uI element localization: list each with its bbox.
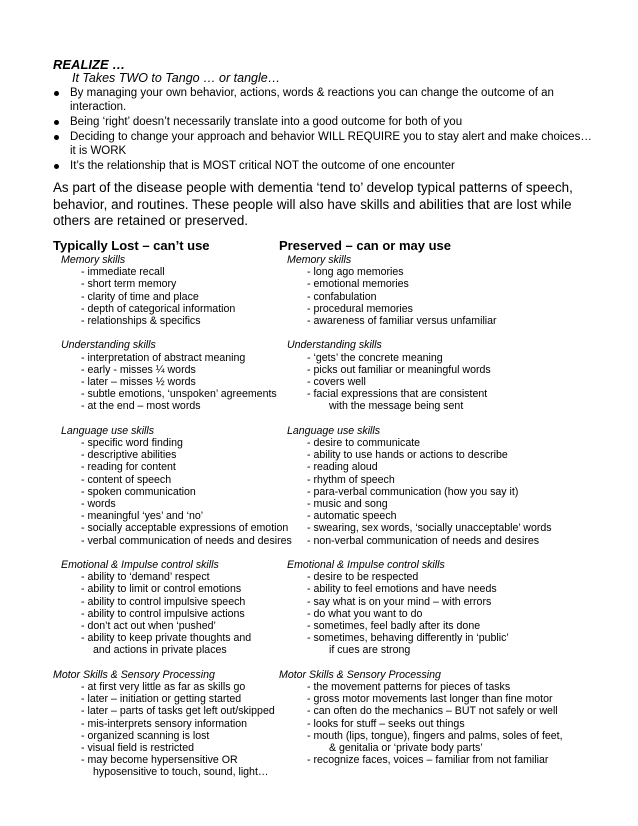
lost-memory-section [53, 254, 298, 327]
list-item: - gross motor movements last longer than fine motor [307, 693, 553, 706]
list-item: - reading for content [81, 461, 176, 474]
list-item: - subtle emotions, ‘unspoken’ agreements [81, 388, 277, 401]
list-item: - words [81, 498, 116, 511]
section-title: Understanding skills [287, 339, 382, 352]
list-item: - spoken communication [81, 485, 196, 498]
lost-heading: Typically Lost – can’t use [53, 238, 210, 253]
list-item: - recognize faces, voices – familiar from not familiar [307, 754, 549, 767]
bullet-icon [54, 135, 59, 140]
list-item: - visual field is restricted [81, 742, 195, 755]
preserved-motor-section [279, 669, 579, 767]
bullet-icon [54, 91, 59, 96]
list-item: - specific word finding [81, 437, 183, 450]
list-item: - at the end – most words [81, 400, 201, 413]
list-item: - picks out familiar or meaningful words [307, 363, 491, 376]
section-title: Understanding skills [61, 339, 156, 352]
list-item: - ability to feel emotions and have needs [307, 583, 497, 596]
realize-heading: REALIZE … [53, 57, 126, 72]
lost-emotional-section [53, 559, 298, 657]
bullet-icon [54, 120, 59, 125]
bullet-text: By managing your own behavior, actions, words & reactions you can change the outcome of an interaction. [70, 87, 554, 113]
list-item: - meaningful ‘yes’ and ‘no’ [81, 510, 204, 523]
bullet-text: It’s the relationship that is MOST critical NOT the outcome of one encounter [70, 160, 455, 172]
list-item: - later – misses ½ words [81, 376, 196, 389]
list-item: - swearing, sex words, ‘socially unacceptable’ words [307, 522, 552, 535]
list-item: - ability to limit or control emotions [81, 583, 242, 596]
list-item: - automatic speech [307, 510, 397, 523]
section-title: Motor Skills & Sensory Processing [279, 668, 441, 681]
list-item: - ability to control impulsive speech [81, 595, 246, 608]
list-item: - don’t act out when ‘pushed’ [81, 620, 216, 633]
bullet-icon [54, 164, 59, 169]
bullet-list [53, 86, 593, 174]
list-item: - desire to communicate [307, 437, 421, 450]
list-item: - later – parts of tasks get left out/skipped [81, 705, 275, 718]
list-item: - may become hypersensitive OR [81, 754, 238, 767]
list-item: - desire to be respected [307, 571, 419, 584]
list-item: - music and song [307, 498, 388, 511]
bullet-item [53, 159, 593, 173]
list-item: - para-verbal communication (how you say it) [307, 485, 519, 498]
list-item: - covers well [307, 376, 366, 389]
list-item-continuation: & genitalia or ‘private body parts’ [329, 742, 483, 755]
list-item: - ability to keep private thoughts and [81, 632, 252, 645]
list-item: - looks for stuff – seeks out things [307, 717, 465, 730]
list-item: - short term memory [81, 278, 177, 291]
list-item: - at first very little as far as skills go [81, 681, 246, 694]
lost-column [53, 238, 298, 779]
list-item: - say what is on your mind – with errors [307, 595, 492, 608]
list-item: - ability to ‘demand’ respect [81, 571, 210, 584]
list-item: - descriptive abilities [81, 449, 177, 462]
list-item: - can often do the mechanics – BUT not safely or well [307, 705, 558, 718]
list-item: - non-verbal communication of needs and desires [307, 534, 540, 547]
list-item: - early - misses ¼ words [81, 363, 196, 376]
list-item: - long ago memories [307, 266, 404, 279]
bullet-item [53, 86, 593, 114]
list-item: - ‘gets’ the concrete meaning [307, 351, 443, 364]
section-title: Memory skills [287, 254, 352, 266]
list-item: - emotional memories [307, 278, 409, 291]
list-item: - awareness of familiar versus unfamiliar [307, 315, 497, 328]
list-item: - depth of categorical information [81, 302, 236, 315]
preserved-emotional-section [279, 559, 579, 657]
list-item: - immediate recall [81, 266, 165, 279]
lost-understanding-section [53, 339, 298, 412]
list-item: - confabulation [307, 290, 377, 303]
list-item-continuation: if cues are strong [329, 644, 411, 657]
list-item: - ability to use hands or actions to describe [307, 449, 508, 462]
bullet-text: Deciding to change your approach and behavior WILL REQUIRE you to stay alert and make choices… it is WORK [70, 131, 592, 157]
intro-paragraph: As part of the disease people with dementia ‘tend to’ develop typical patterns of speech, behavior, and routines. These people will also have skills and abilities that are lost while others are retained or preserved. [53, 180, 573, 228]
list-item: - the movement patterns for pieces of tasks [307, 681, 511, 694]
section-title: Motor Skills & Sensory Processing [53, 668, 215, 681]
list-item: - sometimes, feel badly after its done [307, 620, 481, 633]
preserved-language-section [279, 425, 579, 547]
list-item-continuation: and actions in private places [93, 644, 227, 657]
list-item: - mouth (lips, tongue), fingers and palms, soles of feet, [307, 729, 563, 742]
list-item: - interpretation of abstract meaning [81, 351, 246, 364]
list-item: - facial expressions that are consistent [307, 388, 488, 401]
list-item-continuation: with the message being sent [329, 400, 464, 413]
list-item: - reading aloud [307, 461, 378, 474]
bullet-item [53, 115, 593, 129]
bullet-item [53, 130, 593, 158]
list-item: - relationships & specifics [81, 315, 201, 328]
section-title: Memory skills [61, 254, 126, 266]
list-item: - socially acceptable expressions of emotion [81, 522, 289, 535]
list-item: - later – initiation or getting started [81, 693, 242, 706]
section-title: Language use skills [287, 424, 381, 437]
list-item: - verbal communication of needs and desires [81, 534, 292, 547]
list-item: - clarity of time and place [81, 290, 199, 303]
preserved-column [279, 238, 579, 766]
bullet-text: Being ‘right’ doesn’t necessarily translate into a good outcome for both of you [70, 116, 463, 128]
preserved-heading: Preserved – can or may use [279, 238, 451, 253]
list-item: - rhythm of speech [307, 473, 395, 486]
preserved-understanding-section [279, 339, 579, 412]
section-title: Language use skills [61, 424, 155, 437]
list-item: - procedural memories [307, 302, 413, 315]
tango-subheading: It Takes TWO to Tango … or tangle… [72, 71, 281, 85]
list-item: - ability to control impulsive actions [81, 607, 245, 620]
section-title: Emotional & Impulse control skills [287, 559, 445, 572]
list-item-continuation: hyposensitive to touch, sound, light… [93, 766, 269, 779]
preserved-memory-section [279, 254, 579, 327]
lost-motor-section [53, 669, 298, 779]
section-title: Emotional & Impulse control skills [61, 559, 219, 572]
list-item: - do what you want to do [307, 607, 423, 620]
list-item: - organized scanning is lost [81, 729, 210, 742]
list-item: - content of speech [81, 473, 172, 486]
list-item: - mis-interprets sensory information [81, 717, 248, 730]
list-item: - sometimes, behaving differently in ‘public’ [307, 632, 509, 645]
lost-language-section [53, 425, 298, 547]
